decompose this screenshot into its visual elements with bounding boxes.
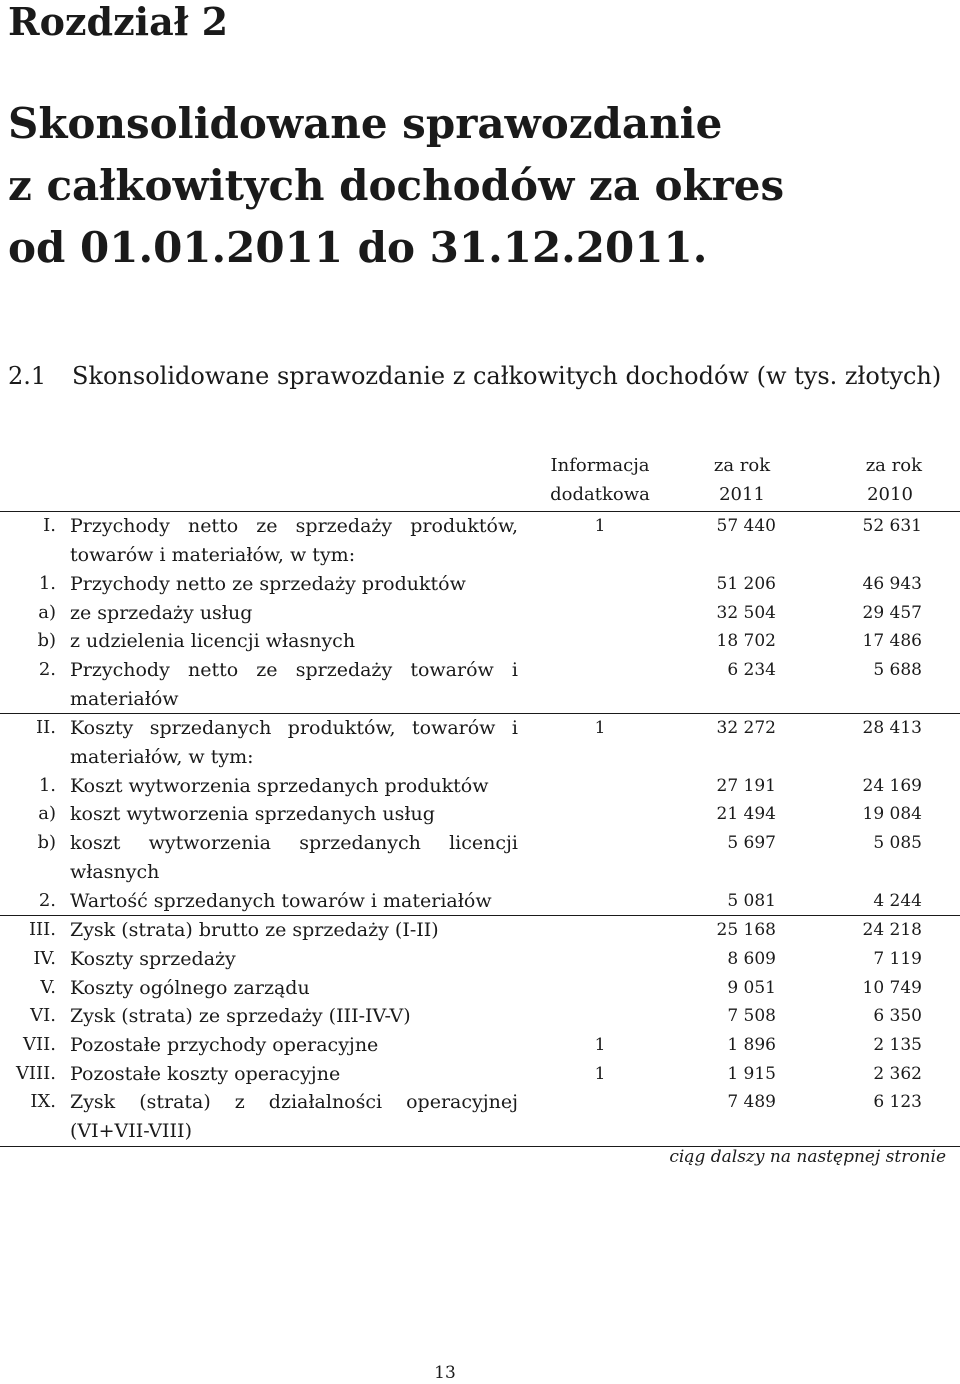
row-label: Pozostałe przychody operacyjne (70, 1034, 379, 1057)
row-value-2011: 8 609 (727, 948, 776, 969)
row-value-2011: 1 896 (727, 1035, 776, 1056)
row-additional-info (518, 1002, 682, 1031)
continued-note: ciąg dalszy na następnej stronie (669, 1147, 946, 1167)
header-y2-line-2: 2010 (867, 483, 913, 505)
statement-title (8, 93, 948, 279)
row-label: Wartość sprzedanych towarów i materiałów (70, 889, 492, 912)
table-row (0, 656, 960, 714)
header-info-line-2: dodatkowa (550, 483, 650, 505)
row-label: Zysk (strata) z działalności operacyjnej (VI+VII-VIII) (70, 1088, 518, 1146)
row-value-2010: 52 631 (802, 512, 960, 570)
row-additional-info (518, 974, 682, 1003)
table-row (0, 945, 960, 974)
table-row (0, 772, 960, 801)
row-number: 1. (38, 572, 56, 594)
row-value-2011: 32 504 (716, 602, 776, 623)
section-title: Skonsolidowane sprawozdanie z całkowitych dochodów (w tys. złotych) (72, 362, 942, 390)
row-value-2010: 29 457 (862, 602, 922, 623)
row-number: a) (38, 803, 56, 825)
row-additional-info (518, 800, 682, 829)
row-additional-info: 1 (518, 714, 682, 772)
row-number: III. (0, 916, 70, 945)
row-value-2010: 10 749 (862, 977, 922, 998)
row-additional-info: 1 (594, 1035, 606, 1056)
row-label: z udzielenia licencji własnych (70, 630, 356, 653)
header-info-line-1: Informacja (550, 455, 650, 476)
table-row (0, 512, 960, 570)
row-additional-info (518, 772, 682, 801)
row-number: V. (40, 976, 56, 998)
row-additional-info (518, 1088, 682, 1146)
table-row (0, 714, 960, 772)
row-value-2011: 21 494 (716, 804, 776, 825)
row-value-2010: 28 413 (802, 714, 960, 772)
row-label: Przychody netto ze sprzedaży produktów, towarów i materiałów, w tym: (70, 512, 518, 570)
row-additional-info: 1 (518, 512, 682, 570)
row-value-2011: 57 440 (682, 512, 802, 570)
table-row (0, 1002, 960, 1031)
row-label: Przychody netto ze sprzedaży produktów (70, 572, 466, 595)
row-value-2010: 19 084 (862, 804, 922, 825)
row-label: Koszt wytworzenia sprzedanych produktów (70, 774, 489, 797)
table-row (0, 627, 960, 656)
row-additional-info (518, 627, 682, 656)
table-header-row (0, 452, 960, 512)
row-label: Koszty ogólnego zarządu (70, 976, 310, 999)
row-number: b) (37, 832, 56, 854)
row-value-2011: 32 272 (682, 714, 802, 772)
header-label-blank (70, 452, 518, 512)
table-row (0, 800, 960, 829)
table-row (0, 974, 960, 1003)
row-additional-info (518, 656, 682, 714)
statement-title-line-2: z całkowitych dochodów za okres (8, 161, 785, 210)
row-label: Przychody netto ze sprzedaży towarów i materiałów (70, 658, 518, 710)
chapter-heading: Rozdział 2 (8, 0, 229, 44)
header-year-2010 (802, 452, 960, 512)
row-number: IX. (0, 1088, 70, 1146)
row-label: koszt wytworzenia sprzedanych usług (70, 803, 435, 826)
row-value-2010: 6 123 (802, 1088, 960, 1146)
row-value-2010: 2 135 (873, 1035, 922, 1056)
row-additional-info (518, 945, 682, 974)
row-label: Zysk (strata) brutto ze sprzedaży (I-II) (70, 916, 518, 945)
row-value-2010: 17 486 (862, 631, 922, 652)
header-number-blank (0, 452, 70, 512)
row-value-2011: 7 489 (682, 1088, 802, 1146)
row-additional-info (518, 829, 682, 886)
row-label: Koszty sprzedanych produktów, towarów i materiałów, w tym: (70, 714, 518, 772)
header-year-2011 (682, 452, 802, 512)
row-value-2011: 5 081 (727, 890, 776, 911)
row-value-2010: 5 085 (873, 833, 922, 854)
row-additional-info: 1 (594, 1063, 606, 1084)
table-row (0, 599, 960, 628)
row-value-2011: 18 702 (716, 631, 776, 652)
row-value-2010: 4 244 (873, 890, 922, 911)
row-label: koszt wytworzenia sprzedanych licencji własnych (70, 832, 518, 883)
table-row (0, 1088, 960, 1146)
header-y1-line-2: 2011 (719, 483, 765, 505)
row-number: 2. (38, 658, 56, 680)
row-number: 1. (38, 774, 56, 796)
table-row (0, 1031, 960, 1060)
section-number: 2.1 (8, 362, 47, 390)
income-statement-table (0, 452, 960, 1147)
statement-title-line-3: od 01.01.2011 do 31.12.2011. (8, 223, 708, 272)
row-number: I. (0, 512, 70, 570)
row-value-2010: 24 169 (862, 775, 922, 796)
header-additional-info (518, 452, 682, 512)
row-number: II. (0, 714, 70, 772)
row-value-2011: 6 234 (727, 659, 776, 680)
row-value-2011: 7 508 (727, 1006, 776, 1027)
row-additional-info (518, 570, 682, 599)
row-number: a) (38, 601, 56, 623)
row-additional-info (518, 916, 682, 945)
table-row (0, 829, 960, 886)
row-value-2011: 9 051 (727, 977, 776, 998)
row-value-2010: 2 362 (873, 1063, 922, 1084)
page-number: 13 (434, 1363, 456, 1383)
row-value-2010: 5 688 (873, 659, 922, 680)
row-value-2011: 25 168 (682, 916, 802, 945)
table-row (0, 1060, 960, 1089)
row-label: Koszty sprzedaży (70, 947, 236, 970)
row-number: 2. (38, 889, 56, 911)
row-value-2011: 27 191 (716, 775, 776, 796)
row-number: VII. (23, 1034, 56, 1056)
row-additional-info (518, 599, 682, 628)
row-value-2010: 7 119 (873, 948, 922, 969)
row-value-2011: 51 206 (716, 573, 776, 594)
row-value-2010: 46 943 (862, 573, 922, 594)
row-value-2010: 24 218 (802, 916, 960, 945)
row-additional-info (518, 887, 682, 916)
row-value-2011: 1 915 (727, 1063, 776, 1084)
row-value-2010: 6 350 (873, 1006, 922, 1027)
row-label: ze sprzedaży usług (70, 601, 253, 624)
table-row (0, 570, 960, 599)
row-number: IV. (33, 947, 56, 969)
row-number: b) (37, 630, 56, 652)
row-number: VIII. (15, 1062, 56, 1084)
row-label: Zysk (strata) ze sprzedaży (III-IV-V) (70, 1005, 411, 1028)
table-row (0, 887, 960, 916)
header-y2-line-1: za rok (865, 455, 922, 476)
table-row (0, 916, 960, 945)
statement-title-line-1: Skonsolidowane sprawozdanie (8, 99, 723, 148)
row-value-2011: 5 697 (727, 833, 776, 854)
row-number: VI. (30, 1005, 56, 1027)
header-y1-line-1: za rok (713, 455, 771, 476)
row-label: Pozostałe koszty operacyjne (70, 1062, 341, 1085)
